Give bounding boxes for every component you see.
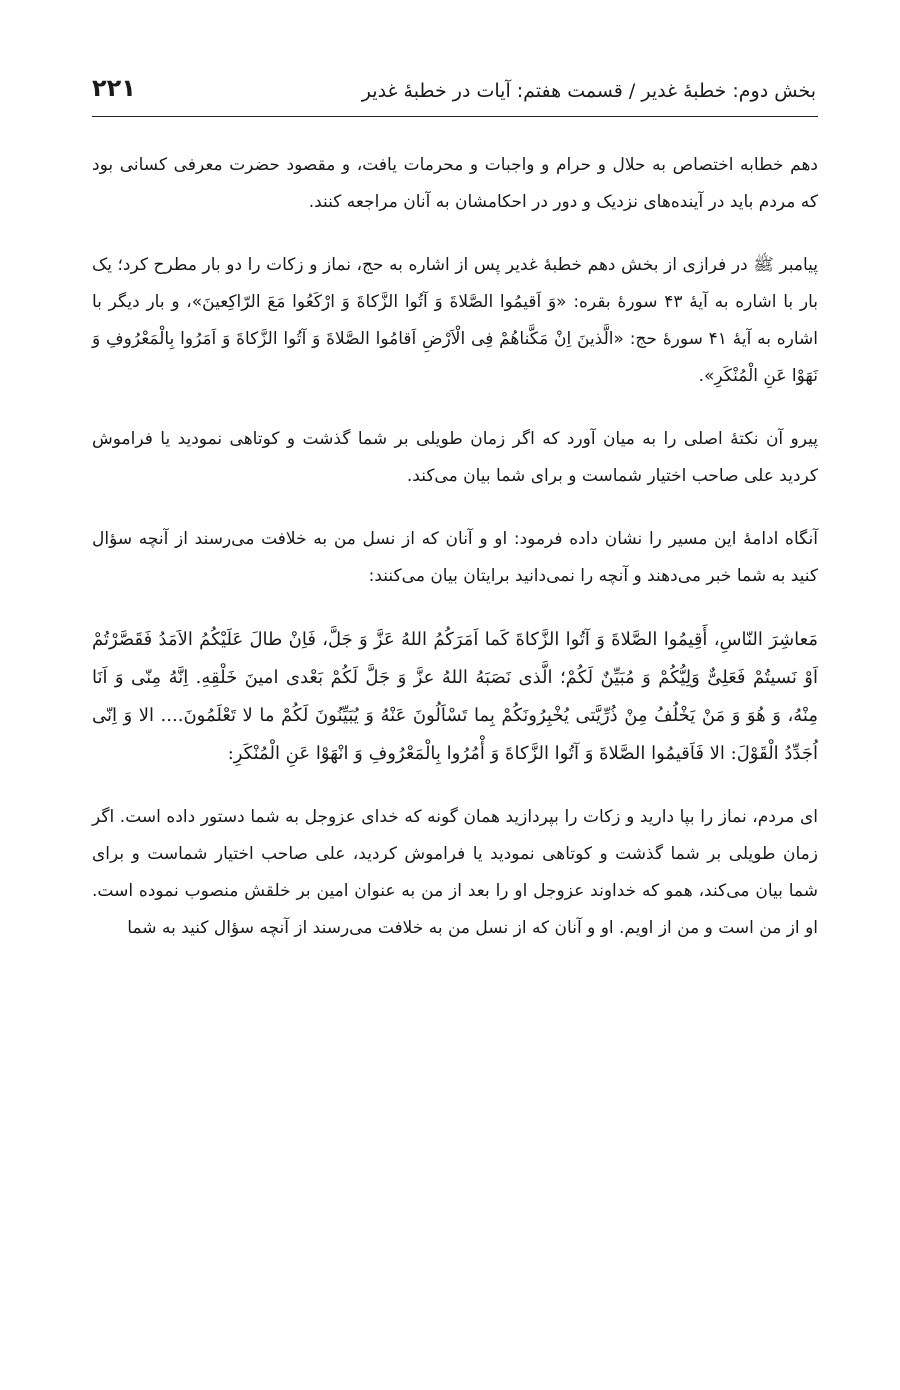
body-paragraph: آنگاه ادامۀ این مسیر را نشان داده فرمود: او و آنان که از نسل من به خلافت می‌رسند از آنچه سؤال کنید به شما خبر می‌دهند و آنچه را نمی‌دانید برایتان بیان می‌کنند: xyxy=(92,529,818,586)
arabic-quotation: مَعاشِرَ النّاسِ، أَقِیمُوا الصَّلاةَ وَ آتُوا الزَّكاةَ كَما اَمَرَكُمُ اللهُ عَزَّ وَ جَلَّ، فَاِنْ طالَ عَلَیْكُمُ الاَمَدُ فَقَصَّرْتُمْ اَوْ نَسیتُمْ فَعَلِیٌّ وَلِیُّكُمْ وَ مُبَیِّنٌ لَكُمْ؛ الَّذی نَصَبَهُ اللهُ عزَّ وَ جَلَّ لَكُمْ بَعْدی امینَ خَلْقِهِ. اِنَّهُ مِنّی وَ اَنَا مِنْهُ، وَ هُوَ وَ مَنْ یَخْلُفُ مِنْ ذُرِّیَّتی یُخْبِرُونَكُمْ بِما تَسْاَلُونَ عَنْهُ وَ یُبَیِّنُونَ لَكُمْ ما لا تَعْلَمُونَ.... الا وَ اِنّی اُجَدِّدُ الْقَوْلَ: الا فَاَقیمُوا الصَّلاةَ وَ آتُوا الزَّكاةَ وَ أْمُرُوا بِالْمَعْرُوفِ وَ انْهَوْا عَنِ الْمُنْكَرِ: xyxy=(92,629,818,764)
running-title: بخش دوم: خطبۀ غدیر / قسمت هفتم: آیات در خطبۀ غدیر xyxy=(361,80,816,102)
body-paragraph: پیامبر ﷺ در فرازی از بخش دهم خطبۀ غدیر پس از اشاره به حج، نماز و زکات را دو بار مطرح کرد؛ یک بار با اشاره به آیۀ ۴۳ سورۀ بقره: «وَ اَقیمُوا الصَّلاةَ وَ آتُوا الزَّكاةَ وَ ارْكَعُوا مَعَ الرّاكِعینَ»، و بار دیگر با اشاره به آیۀ ۴۱ سورۀ حج: «الَّذینَ اِنْ مَكَّناهُمْ فِی الْاَرْضِ اَقامُوا الصَّلاةَ وَ آتُوا الزَّكاةَ وَ اَمَرُوا بِالْمَعْرُوفِ وَ نَهَوْا عَنِ الْمُنْكَرِ». xyxy=(92,255,818,386)
page-number: ۲۲۱ xyxy=(92,74,136,102)
book-page xyxy=(92,70,818,947)
body-paragraph: دهم خطابه اختصاص به حلال و حرام و واجبات و محرمات یافت، و مقصود حضرت معرفی کسانی بود که مردم باید در آینده‌های نزدیک و دور در احکامشان به آنان مراجعه کنند. xyxy=(92,155,818,212)
body-paragraph: پیرو آن نکتۀ اصلی را به میان آورد که اگر زمان طویلی بر شما گذشت و کوتاهی نمودید یا فراموش کردید علی صاحب اختیار شماست و برای شما بیان می‌کند. xyxy=(92,429,818,486)
translation-paragraph: ای مردم، نماز را بپا دارید و زکات را بپردازید همان گونه که خدای عزوجل به شما دستور داده است. اگر زمان طویلی بر شما گذشت و کوتاهی نمودید یا فراموش کردید، علی صاحب اختیار شماست و برای شما بیان می‌کند، همو که خداوند عزوجل او را بعد از من به عنوان امین بر خلقش منصوب نموده است. او از من است و من از اویم. او و آنان که از نسل من به خلافت می‌رسند از آنچه سؤال کنید به شما xyxy=(92,807,818,938)
page-header xyxy=(92,70,818,117)
page-body xyxy=(92,147,818,947)
